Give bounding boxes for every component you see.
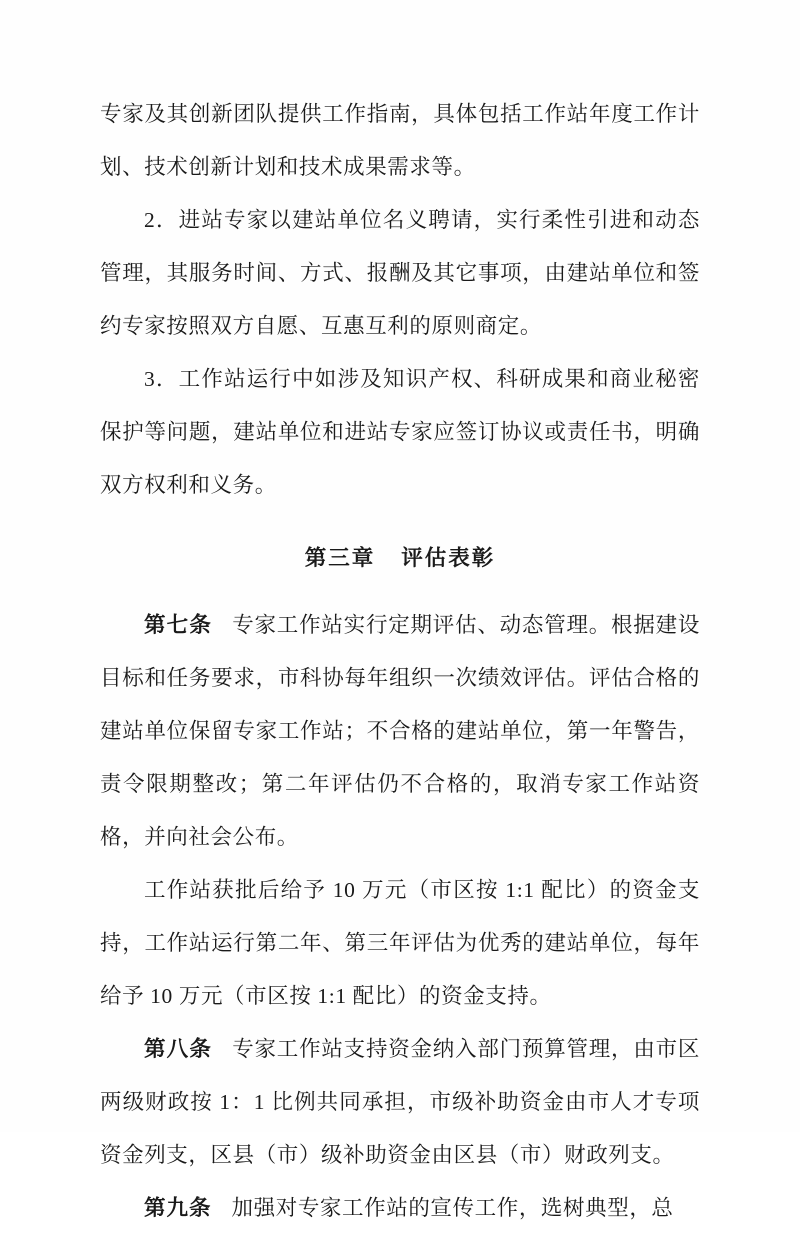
article-seven: [100, 599, 700, 864]
article-eight: [100, 1023, 700, 1182]
paragraph-item-3: 3．工作站运行中如涉及知识产权、科研成果和商业秘密保护等问题，建站单位和进站专家应签订协议或责任书，明确双方权利和义务。: [100, 367, 700, 497]
article-nine-text: 加强对专家工作站的宣传工作，选树典型，总: [231, 1196, 674, 1220]
chapter-title-text: 评估表彰: [401, 546, 496, 570]
article-eight-label: 第八条: [144, 1037, 213, 1061]
paragraph-continuation: 专家及其创新团队提供工作指南，具体包括工作站年度工作计划、技术创新计划和技术成果需求等。: [100, 102, 700, 179]
chapter-heading: [100, 532, 700, 585]
article-nine: [100, 1182, 700, 1235]
document-body: [100, 88, 700, 1235]
article-seven-text: 专家工作站实行定期评估、动态管理。根据建设目标和任务要求，市科协每年组织一次绩效评估。评估合格的建站单位保留专家工作站；不合格的建站单位，第一年警告，责令限期整改；第二年评估仍不合格的，取消专家工作站资格，并向社会公布。: [100, 613, 700, 849]
paragraph-item-2: 2．进站专家以建站单位名义聘请，实行柔性引进和动态管理，其服务时间、方式、报酬及其它事项，由建站单位和签约专家按照双方自愿、互惠互利的原则商定。: [100, 208, 700, 338]
article-seven-label: 第七条: [144, 613, 213, 637]
article-eight-text: 专家工作站支持资金纳入部门预算管理，由市区两级财政按 1：1 比例共同承担，市级补助资金由市人才专项资金列支，区县（市）级补助资金由区县（市）财政列支。: [100, 1037, 700, 1167]
paragraph-funding: 工作站获批后给予 10 万元（市区按 1:1 配比）的资金支持，工作站运行第二年、第三年评估为优秀的建站单位，每年给予 10 万元（市区按 1:1 配比）的资金支持。: [100, 878, 700, 1008]
chapter-number: 第三章: [304, 546, 376, 570]
article-nine-label: 第九条: [144, 1196, 212, 1220]
